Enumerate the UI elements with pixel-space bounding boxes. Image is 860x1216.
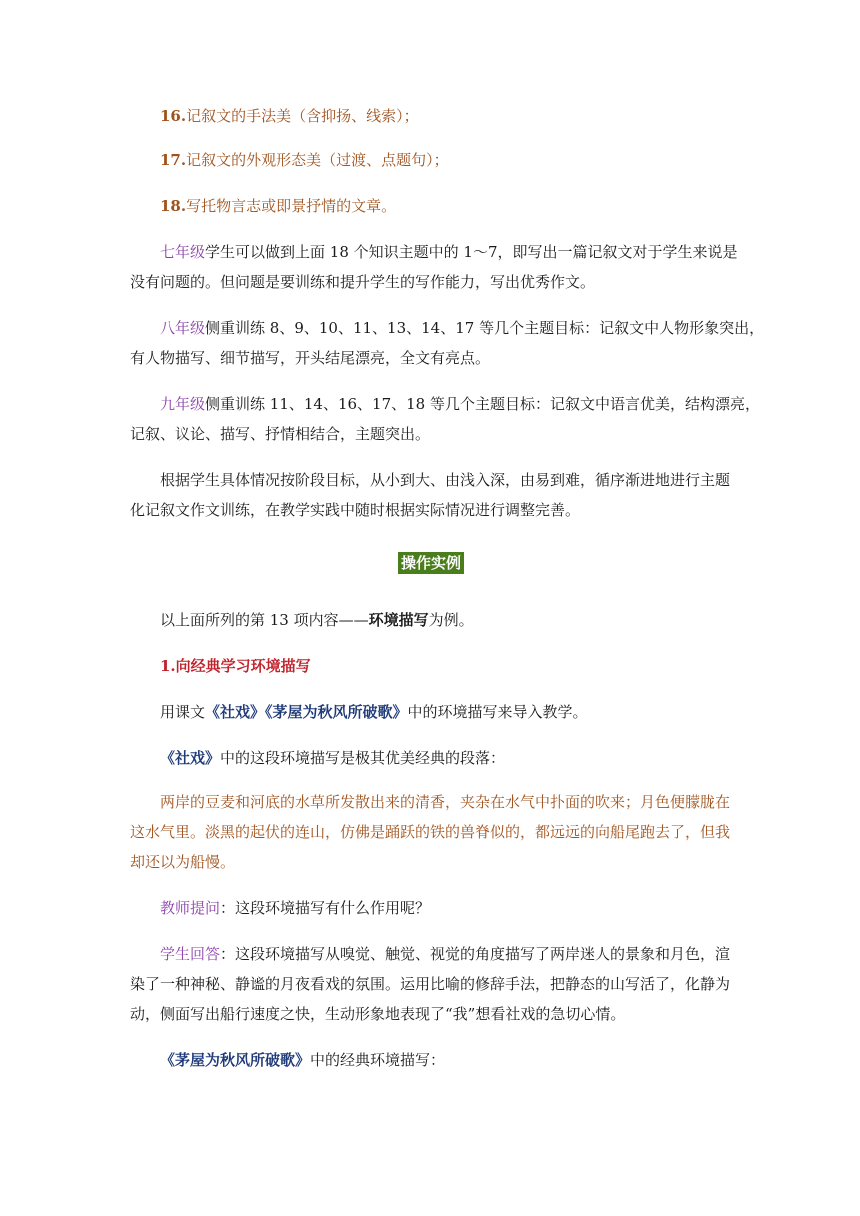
- list-item: [160, 196, 396, 216]
- shexi-title: 《社戏》: [160, 749, 221, 767]
- list-item: [160, 106, 419, 126]
- lead-title-shexi: 《社戏》: [205, 703, 266, 721]
- student-text: ：这段环境描写从嗅觉、触觉、视觉的角度描写了两岸迷人的景象和月色，渲: [220, 945, 731, 963]
- intro-suffix: 为例。: [428, 611, 474, 629]
- student-label: 学生回答: [160, 945, 221, 963]
- list-text: 记叙文的外观形态美（过渡、点题句）；: [186, 151, 449, 169]
- summary-line1: 根据学生具体情况按阶段目标，从小到大、由浅入深，由易到难，循序渐进地进行主题: [160, 471, 731, 489]
- intro-bold: 环境描写: [368, 611, 429, 629]
- student-answer-line3: 动，侧面写出船行速度之快，生动形象地表现了“我”想看社戏的急切心情。: [130, 1005, 626, 1023]
- maowu-intro: [160, 1050, 445, 1070]
- grade7-paragraph-line1: [160, 242, 738, 262]
- lead-suffix: 中的环境描写来导入教学。: [407, 703, 588, 721]
- list-number: 18.: [160, 197, 187, 215]
- list-number: 17.: [160, 151, 187, 169]
- list-text: 记叙文的手法美（含抑扬、线索）；: [186, 107, 419, 125]
- teacher-question: [160, 898, 430, 918]
- lead-prefix: 用课文: [160, 703, 206, 721]
- section-heading: 1.向经典学习环境描写: [160, 657, 311, 675]
- quote-line3: 却还以为船慢。: [130, 853, 236, 871]
- list-text: 写托物言志或即景抒情的文章。: [186, 197, 397, 215]
- list-number: 16.: [160, 107, 187, 125]
- quote-line2: 这水气里。淡黑的起伏的连山，仿佛是踊跃的铁的兽脊似的，都远远的向船尾跑去了，但我: [130, 823, 731, 841]
- maowu-title: 《茅屋为秋风所破歌》: [160, 1051, 311, 1069]
- student-answer-line2: 染了一种神秘、静谧的月夜看戏的氛围。运用比喻的修辞手法，把静态的山写活了，化静为: [130, 975, 731, 993]
- intro-prefix: 以上面所列的第 13 项内容——: [160, 611, 369, 629]
- grade9-paragraph-line2: 记叙、议论、描写、抒情相结合，主题突出。: [130, 425, 431, 443]
- shexi-intro: [160, 748, 505, 768]
- grade9-paragraph-line1: [160, 394, 760, 414]
- grade8-label: 八年级: [160, 319, 206, 337]
- list-item: [160, 150, 449, 170]
- lead-line: [160, 702, 588, 722]
- grade9-text: 侧重训练 11、14、16、17、18 等几个主题目标：记叙文中语言优美，结构漂亮，: [205, 395, 760, 413]
- teacher-text: ：这段环境描写有什么作用呢？: [220, 899, 431, 917]
- grade7-text: 学生可以做到上面 18 个知识主题中的 1～7，即写出一篇记叙文对于学生来说是: [205, 243, 738, 261]
- grade7-label: 七年级: [160, 243, 206, 261]
- quote-line1: 两岸的豆麦和河底的水草所发散出来的清香，夹杂在水气中扑面的吹来；月色便朦胧在: [160, 793, 731, 811]
- grade8-paragraph-line1: [160, 318, 765, 338]
- student-answer-line1: [160, 944, 730, 964]
- shexi-intro-text: 中的这段环境描写是极其优美经典的段落：: [220, 749, 506, 767]
- grade8-paragraph-line2: 有人物描写、细节描写，开头结尾漂亮，全文有亮点。: [130, 349, 491, 367]
- intro-line: [160, 610, 474, 630]
- grade9-label: 九年级: [160, 395, 206, 413]
- section-banner: 操作实例: [398, 552, 464, 574]
- lead-title-maowu: 《茅屋为秋风所破歌》: [265, 703, 408, 721]
- teacher-label: 教师提问: [160, 899, 221, 917]
- maowu-intro-text: 中的经典环境描写：: [310, 1051, 446, 1069]
- summary-line2: 化记叙文作文训练，在教学实践中随时根据实际情况进行调整完善。: [130, 501, 581, 519]
- grade7-paragraph-line2: 没有问题的。但问题是要训练和提升学生的写作能力，写出优秀作文。: [130, 273, 596, 291]
- grade8-text: 侧重训练 8、9、10、11、13、14、17 等几个主题目标：记叙文中人物形象突出，: [205, 319, 765, 337]
